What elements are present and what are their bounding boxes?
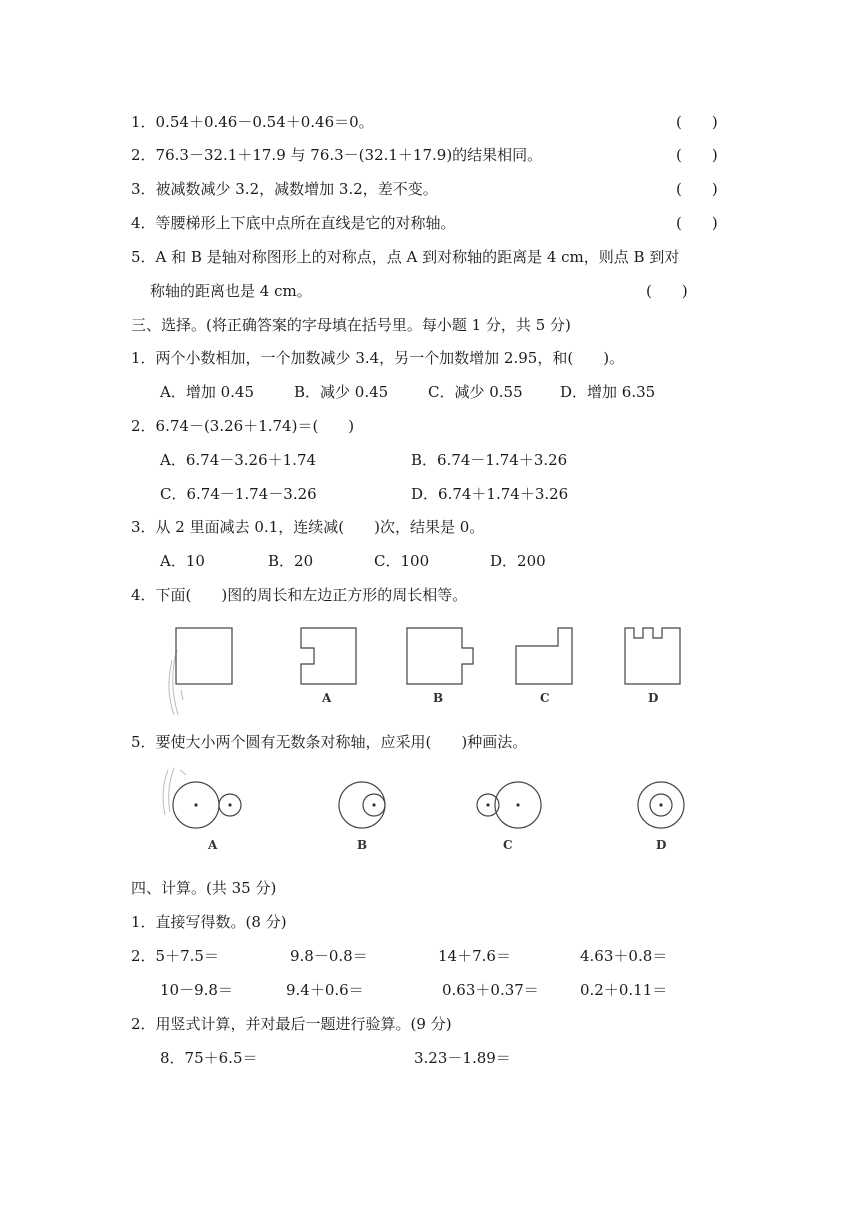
figure-a-label: A	[322, 691, 332, 705]
option-a-label: A	[208, 838, 218, 852]
figure-d-label: D	[648, 691, 659, 705]
figure-b-label: B	[433, 691, 444, 705]
choice-q2: 2．6.74－(3.26＋1.74)＝( )	[131, 417, 355, 435]
calc-row1-item3: 14＋7.6＝	[438, 947, 511, 965]
section-heading-choice: 三、选择。(将正确答案的字母填在括号里。每小题 1 分，共 5 分)	[131, 316, 571, 334]
judge-item-4: 4．等腰梯形上下底中点所在直线是它的对称轴。	[131, 214, 456, 232]
answer-paren-1[interactable]: ( )	[676, 113, 718, 131]
judge-item-2: 2．76.3－32.1＋17.9 与 76.3－(32.1＋17.9)的结果相同。	[131, 146, 543, 164]
choice-q3-option-c[interactable]: C．100	[374, 552, 430, 570]
option-d-small-circle	[650, 794, 672, 816]
page-curl-mark-2	[163, 768, 186, 815]
option-a-small-circle	[219, 794, 241, 816]
option-d-big-circle	[638, 782, 684, 828]
choice-q2-option-c[interactable]: C．6.74－1.74－3.26	[160, 485, 317, 503]
choice-q1-option-c[interactable]: C．减少 0.55	[428, 383, 523, 401]
figure-b-shape	[407, 628, 473, 684]
calc-row1-item2: 9.8－0.8＝	[290, 947, 368, 965]
figure-a-shape	[301, 628, 356, 684]
option-c-label: C	[503, 838, 513, 852]
option-d-label: D	[656, 838, 667, 852]
calc-row2-item1: 10－9.8＝	[160, 981, 233, 999]
choice-q1-option-d[interactable]: D．增加 6.35	[560, 383, 656, 401]
answer-paren-3[interactable]: ( )	[676, 180, 718, 198]
choice-q3-option-d[interactable]: D．200	[490, 552, 546, 570]
choice-q3: 3．从 2 里面减去 0.1，连续减( )次，结果是 0。	[131, 518, 485, 536]
answer-paren-5[interactable]: ( )	[646, 282, 688, 300]
judge-item-5: 5．A 和 B 是轴对称图形上的对称点，点 A 到对称轴的距离是 4 cm，则点 B 到对	[131, 248, 680, 266]
judge-item-5-cont: 称轴的距离也是 4 cm。	[150, 282, 312, 300]
choice-q1-option-a[interactable]: A．增加 0.45	[160, 383, 254, 401]
option-b-label: B	[357, 838, 368, 852]
choice-q4: 4．下面( )图的周长和左边正方形的周长相等。	[131, 586, 468, 604]
calc-row1-item4: 4.63＋0.8＝	[580, 947, 668, 965]
option-b-small-circle	[363, 794, 385, 816]
figure-c-label: C	[540, 691, 550, 705]
choice-q2-option-a[interactable]: A．6.74－3.26＋1.74	[160, 451, 317, 469]
calc-sub2: 2．用竖式计算，并对最后一题进行验算。(9 分)	[131, 1015, 452, 1033]
option-b-big-circle	[339, 782, 385, 828]
calc-row3-item2: 3.23－1.89＝	[414, 1049, 511, 1067]
page-curl-mark-1	[169, 650, 183, 715]
choice-q3-option-a[interactable]: A．10	[160, 552, 205, 570]
calc-row2-item3: 0.63＋0.37＝	[442, 981, 539, 999]
choice-q2-option-b[interactable]: B．6.74－1.74＋3.26	[411, 451, 568, 469]
answer-paren-4[interactable]: ( )	[676, 214, 718, 232]
calc-row2-item2: 9.4＋0.6＝	[286, 981, 364, 999]
option-c-small-circle	[477, 794, 499, 816]
choice-q3-option-b[interactable]: B．20	[268, 552, 314, 570]
calc-sub1: 1．直接写得数。(8 分)	[131, 913, 287, 931]
choice-q2-option-d[interactable]: D．6.74＋1.74＋3.26	[411, 485, 569, 503]
calc-row3-item1: 8．75＋6.5＝	[160, 1049, 258, 1067]
choice-q1-option-b[interactable]: B．减少 0.45	[294, 383, 389, 401]
figure-c-shape	[516, 628, 572, 684]
judge-item-1: 1．0.54＋0.46－0.54＋0.46＝0。	[131, 113, 374, 131]
figure-d-shape	[625, 628, 680, 684]
choice-q1: 1．两个小数相加，一个加数减少 3.4，另一个加数增加 2.95，和( )。	[131, 349, 625, 367]
judge-item-3: 3．被减数减少 3.2，减数增加 3.2，差不变。	[131, 180, 438, 198]
calc-row2-item4: 0.2＋0.11＝	[580, 981, 668, 999]
choice-q5: 5．要使大小两个圆有无数条对称轴，应采用( )种画法。	[131, 733, 528, 751]
option-c-big-circle	[495, 782, 541, 828]
option-a-big-circle	[173, 782, 219, 828]
section-heading-calc: 四、计算。(共 35 分)	[131, 879, 277, 897]
calc-row1-item1: 2．5＋7.5＝	[131, 947, 219, 965]
reference-square	[176, 628, 232, 684]
answer-paren-2[interactable]: ( )	[676, 146, 718, 164]
